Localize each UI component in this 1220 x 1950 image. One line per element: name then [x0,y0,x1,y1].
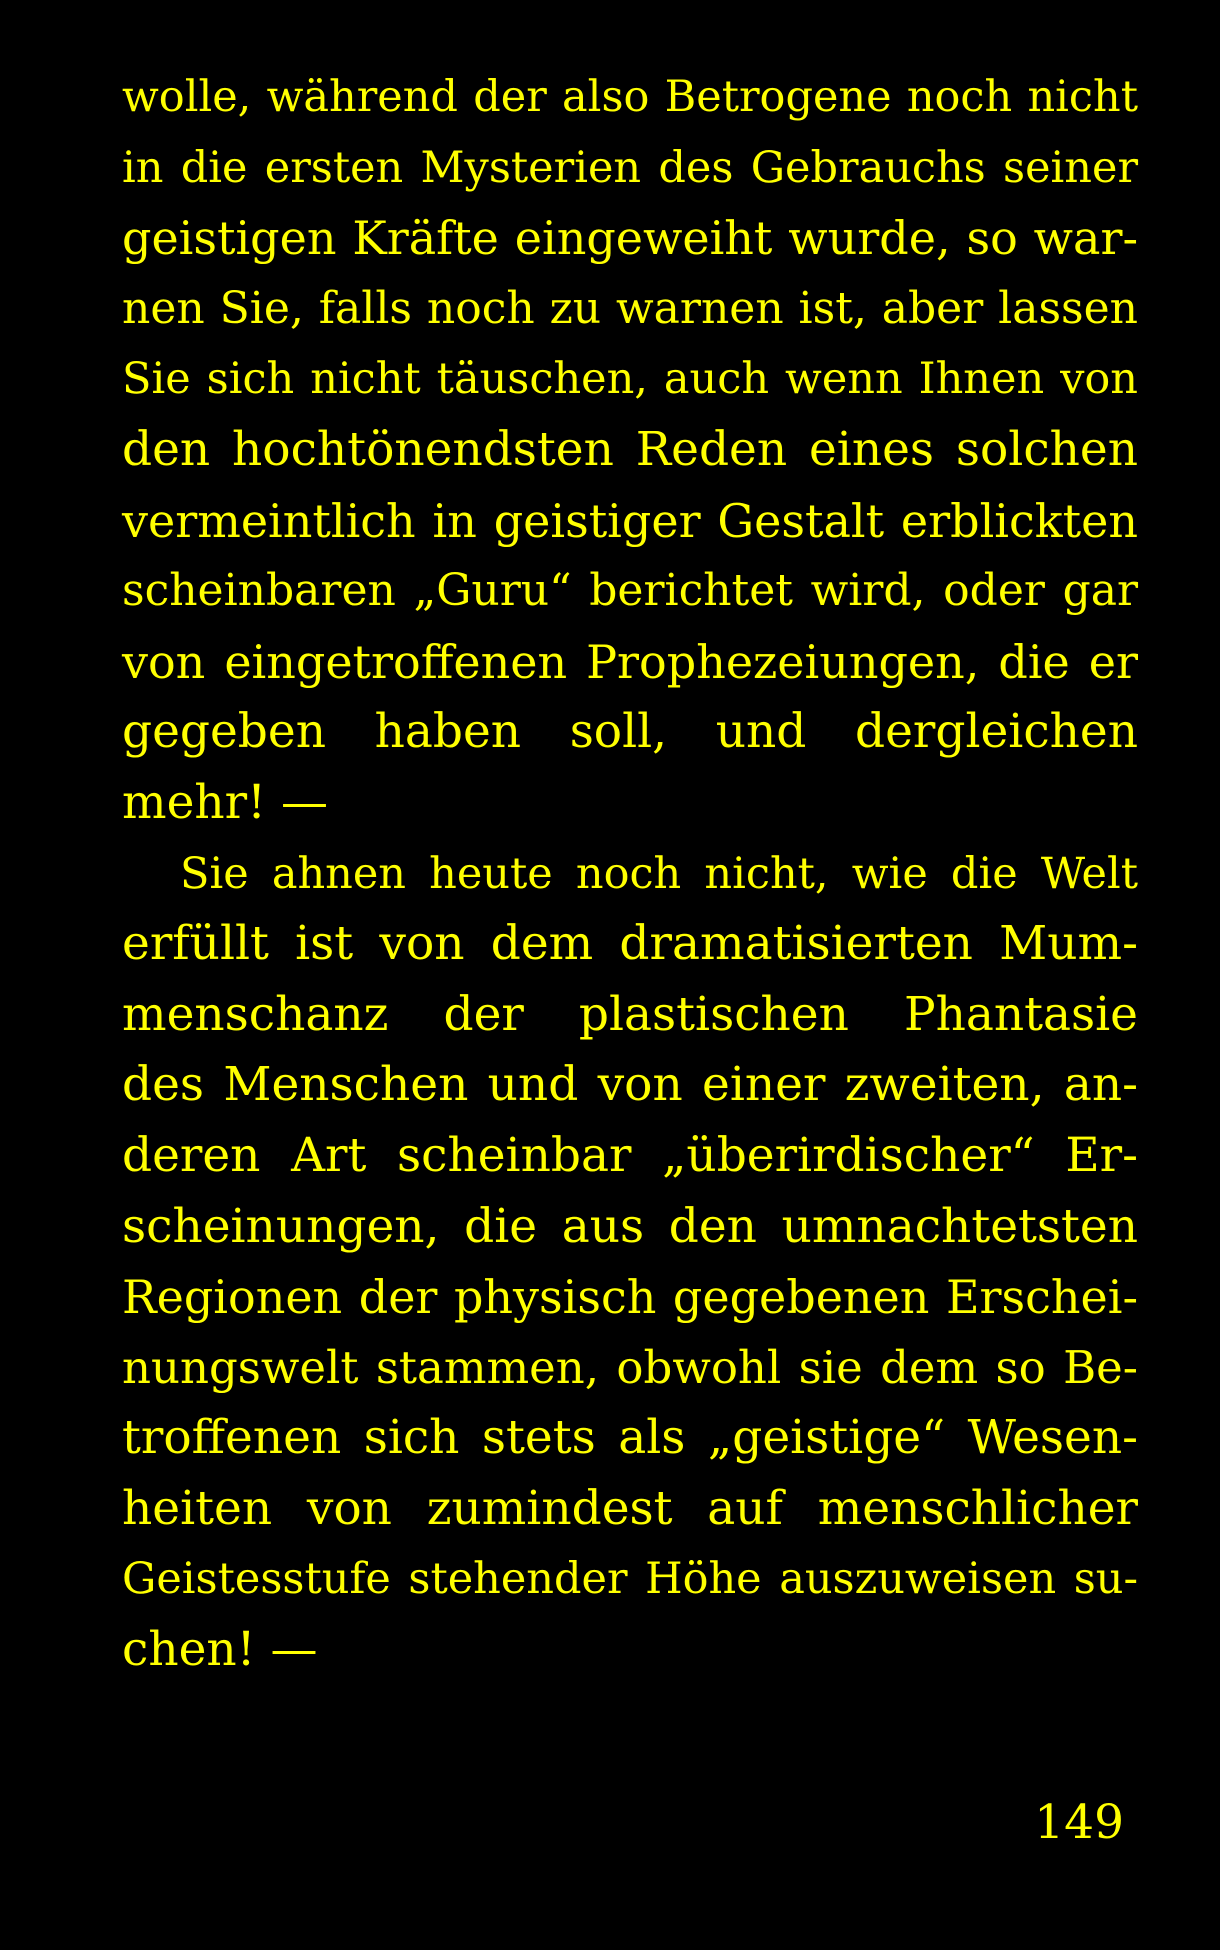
text-line: troffenen sich stets als „geistige“ Wesen- [122,1410,1138,1466]
text-line: wolle, während der also Betrogene noch nicht [122,72,1138,122]
text-line: in die ersten Mysterien des Gebrauchs seiner [122,142,1138,193]
text-line: von eingetroffenen Prophezeiungen, die er [122,634,1138,689]
text-line: Geistesstufe stehender Höhe auszuweisen su- [122,1554,1138,1605]
text-line: den hochtönendsten Reden eines solchen [122,421,1138,477]
text-line: mehr! — [122,774,328,830]
body-text [122,62,1138,1686]
text-line: erfüllt ist von dem dramatisierten Mum- [122,916,1138,972]
text-line: geistigen Kräfte eingeweiht wurde, so war- [122,211,1138,266]
text-line: des Menschen und von einer zweiten, an- [122,1057,1138,1113]
text-line: gegeben haben soll, und dergleichen [122,704,1138,760]
text-line: Sie ahnen heute noch nicht, wie die Welt [180,848,1138,899]
text-line: nen Sie, falls noch zu warnen ist, aber lassen [122,282,1138,334]
text-line: heiten von zumindest auf menschlicher [122,1480,1138,1536]
text-line: vermeintlich in geistiger Gestalt erblickten [122,493,1138,548]
text-line: scheinungen, die aus den umnachtetsten [122,1198,1138,1254]
text-line: nungswelt stammen, obwohl sie dem so Be- [122,1340,1138,1394]
text-line: scheinbaren „Guru“ berichtet wird, oder gar [122,565,1138,617]
text-line: menschanz der plastischen Phantasie [122,986,1138,1042]
paragraph-2 [122,839,1138,1686]
paragraph-1 [122,62,1138,839]
text-line: Regionen der physisch gegebenen Erschei- [122,1270,1138,1325]
text-line: Sie sich nicht täuschen, auch wenn Ihnen von [122,354,1138,405]
text-line: chen! — [122,1622,318,1678]
text-line: deren Art scheinbar „überirdischer“ Er- [122,1127,1138,1183]
page-number: 149 [1034,1795,1124,1850]
